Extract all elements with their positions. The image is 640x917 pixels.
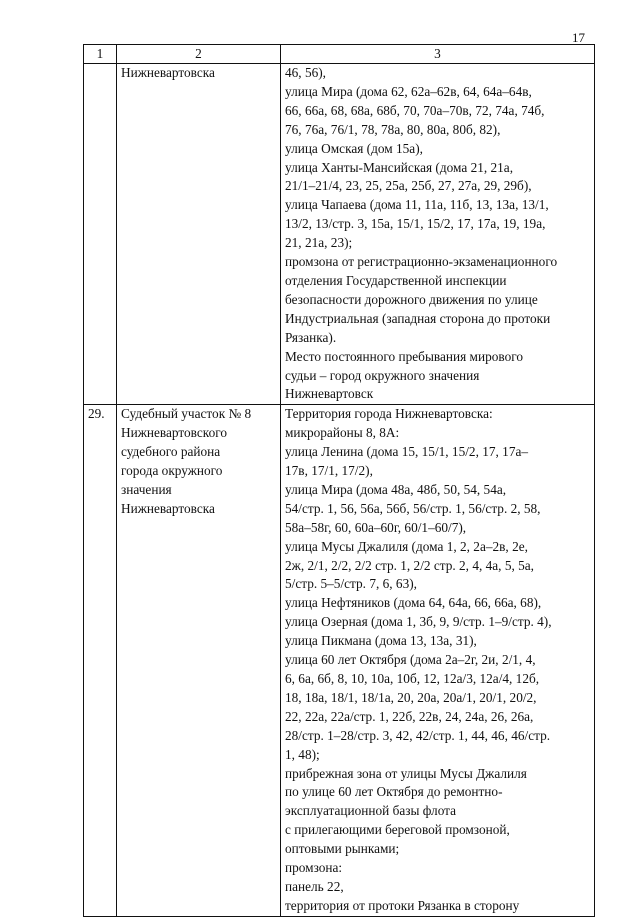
text-line: 22, 22а, 22а/стр. 1, 22б, 22в, 24, 24а, 26, 26а, [285,708,534,724]
text-line: улица Нефтяников (дома 64, 64а, 66, 66а, 68), [285,595,542,611]
text-line: эксплуатационной базы флота [285,803,457,819]
text-line: Рязанка). [285,329,337,345]
text-line: 1, 48); [285,746,320,762]
text-line: Нижневартовска [121,500,215,516]
text-line: 76, 76а, 76/1, 78, 78а, 80, 80а, 80б, 82), [285,121,501,137]
column-header-3: 3 [281,45,595,64]
text-line: оптовыми рынками; [285,841,400,857]
text-line: панель 22, [285,878,344,894]
table-row [84,405,595,916]
text-line: судебного района [121,444,221,460]
text-line: улица Пикмана (дома 13, 13а, 31), [285,633,477,649]
text-line: промзона: [285,860,343,876]
text-line: улица Омская (дом 15а), [285,140,423,156]
text-line: с прилегающими береговой промзоной, [285,822,510,838]
text-line: улица Мусы Джалиля (дома 1, 2, 2а–2в, 2е, [285,538,528,554]
text-line: 6, 6а, 6б, 8, 10, 10а, 10б, 12, 12а/3, 12а/4, 12б, [285,671,540,686]
text-line: Судебный участок № 8 [121,406,252,422]
text-line: улица Мира (дома 62, 62а–62в, 64, 64а–64в, [285,83,532,99]
text-line: улица Ханты-Мансийская (дома 21, 21а, [285,159,514,175]
text-line: 54/стр. 1, 56, 56а, 56б, 56/стр. 1, 56/стр. 2, 58, [285,500,541,516]
text-line: Территория города Нижневартовска: [285,406,493,422]
table-row [84,64,595,405]
text-line: судьи – город окружного значения [285,367,480,383]
court-name-cell [117,405,281,916]
table-header-row [84,45,595,64]
text-line: микрорайоны 8, 8А: [285,425,400,441]
text-line: города окружного [121,463,223,479]
row-number: 29. [84,405,117,916]
text-line: промзона от регистрационно-экзаменационного [285,254,558,270]
text-line: улица Мира (дома 48а, 48б, 50, 54, 54а, [285,481,507,497]
court-name-cell [117,64,281,405]
text-line: Место постоянного пребывания мирового [285,348,523,364]
text-line: улица 60 лет Октября (дома 2а–2г, 2и, 2/1, 4, [285,652,536,668]
territory-cell [281,405,595,916]
text-line: Индустриальная (западная сторона до протоки [285,310,551,326]
column-header-1: 1 [84,45,117,64]
text-line: территория от протоки Рязанка в сторону [285,897,520,913]
text-line: 28/стр. 1–28/стр. 3, 42, 42/стр. 1, 44, 46, 46/стр. [285,727,551,743]
text-line: улица Ленина (дома 15, 15/1, 15/2, 17, 17а– [285,444,529,460]
text-line: 18, 18а, 18/1, 18/1а, 20, 20а, 20а/1, 20/1, 20/2, [285,689,537,705]
text-line: 17в, 17/1, 17/2), [285,463,373,479]
text-line: 13/2, 13/стр. 3, 15а, 15/1, 15/2, 17, 17а, 19, 19а, [285,216,546,232]
column-header-2: 2 [117,45,281,64]
text-line: 5/стр. 5–5/стр. 7, 6, 63), [285,576,417,592]
territory-cell [281,64,595,405]
text-line: Нижневартовского [121,425,227,441]
text-line: Нижневартовска [121,65,215,80]
text-line: значения [121,481,172,497]
text-line: прибрежная зона от улицы Мусы Джалиля [285,765,527,781]
row-number [84,64,117,405]
text-line: отделения Государственной инспекции [285,272,507,288]
text-line: Нижневартовск [285,386,374,402]
text-line: улица Чапаева (дома 11, 11а, 11б, 13, 13а, 13/1, [285,197,549,213]
text-line: 21, 21а, 23); [285,235,353,251]
text-line: 2ж, 2/1, 2/2, 2/2 стр. 1, 2/2 стр. 2, 4, 4а, 5, 5а, [285,557,534,573]
text-line: 21/1–21/4, 23, 25, 25а, 25б, 27, 27а, 29, 29б), [285,178,532,194]
text-line: 46, 56), [285,65,326,80]
text-line: 66, 66а, 68, 68а, 68б, 70, 70а–70в, 72, 74а, 74б, [285,102,545,118]
text-line: безопасности дорожного движения по улице [285,291,538,307]
page-number: 17 [572,30,585,45]
text-line: улица Озерная (дома 1, 3б, 9, 9/стр. 1–9/стр. 4), [285,614,552,630]
text-line: по улице 60 лет Октября до ремонтно- [285,784,503,800]
document-table [83,44,595,917]
text-line: 58а–58г, 60, 60а–60г, 60/1–60/7), [285,519,467,535]
